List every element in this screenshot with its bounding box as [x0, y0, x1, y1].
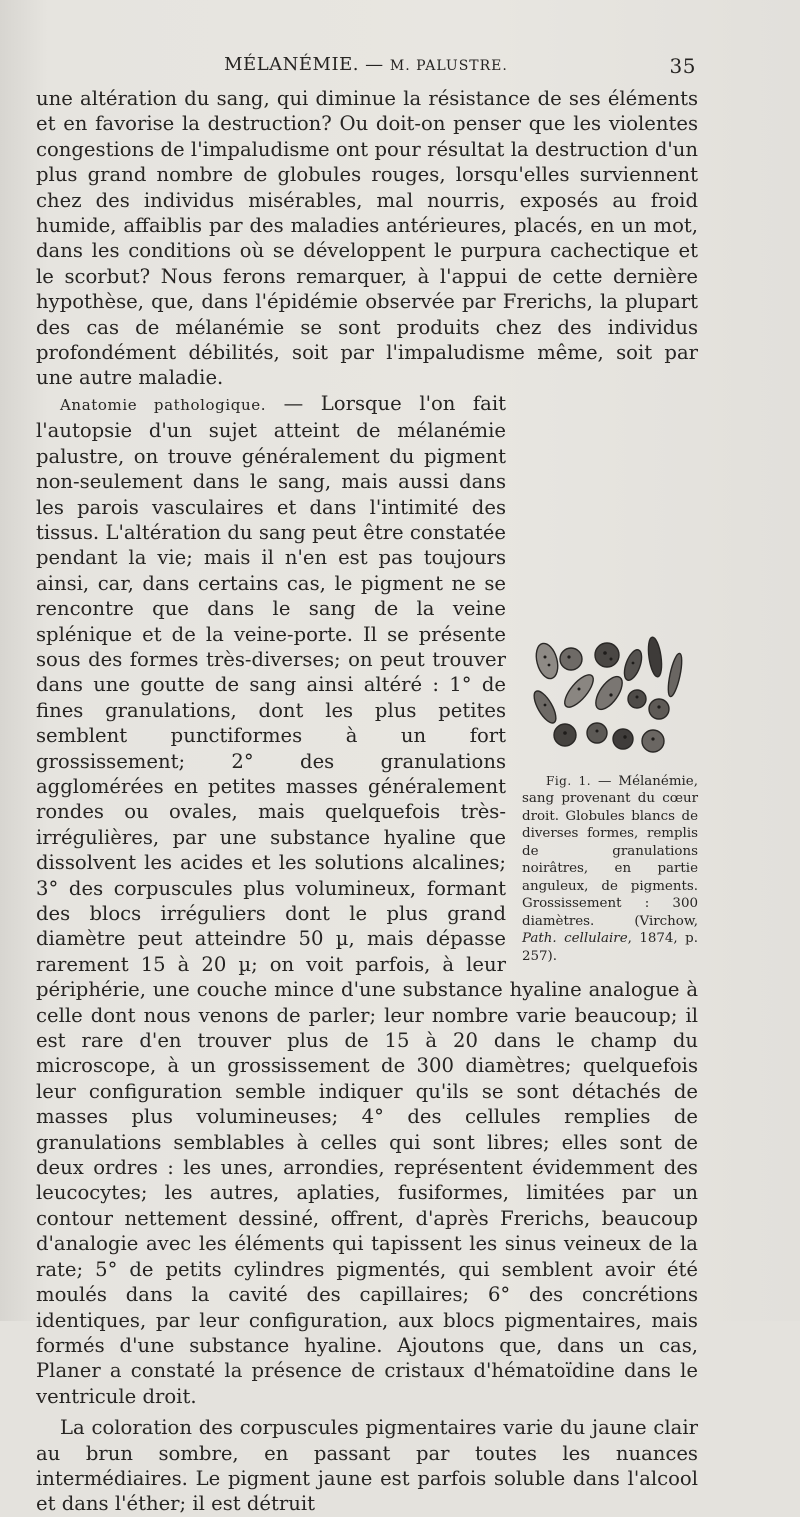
paragraph-continuation: une altération du sang, qui diminue la résistance de ses éléments et en favorise la destruction? Ou doit-on penser que les violentes congestions de l'impaludisme ont pour résultat la destruction d'un plus grand nombre de globules rouges, lorsqu'elles surviennent chez des individus misérables, mal nourris, exposés au froid humide, affaiblis par des maladies antérieures, placés, en un mot, dans les conditions où se développent le purpura cachectique et le scorbut? Nous ferons remarquer, à l'appui de cette dernière hypothèse, que, dans l'épidémie observée par Frerichs, la plupart des cas de mélanémie se sont produits chez des individus profondément débilités, soit par l'impaludisme même, soit par une autre maladie.	[36, 87, 698, 390]
figure-caption-end: , 1874, p. 257).	[522, 931, 698, 964]
running-title-separator: —	[358, 54, 390, 75]
page-number: 35	[669, 54, 696, 78]
running-title-main: MÉLANÉMIE.	[224, 54, 359, 75]
paragraph-anatomie	[36, 391, 698, 1409]
figure-caption-source: Path. cellulaire	[522, 931, 628, 947]
microscopic-blood-cells-icon	[525, 635, 695, 759]
running-title-sub: M. PALUSTRE.	[389, 58, 508, 74]
figure-caption-text: — Mélanémie, sang provenant du cœur droit. Globules blancs de diverses formes, remplis de granulations noirâtres, en partie anguleux, de pigments. Grossissement : 300 diamètres. (Virchow,	[522, 773, 698, 929]
figure-caption	[522, 773, 698, 966]
page-body	[36, 86, 698, 1517]
paragraph-coloration: La coloration des corpuscules pigmentaires varie du jaune clair au brun sombre, en passant par toutes les nuances intermédiaires. Le pigment jaune est parfois soluble dans l'alcool et dans l'éther; il est détruit	[36, 1416, 698, 1516]
figure-label: Fig. 1.	[546, 773, 592, 788]
running-title	[36, 54, 696, 75]
figure-1	[522, 635, 698, 966]
running-head	[36, 54, 696, 82]
section-heading-anatomie: Anatomie pathologique.	[60, 395, 267, 414]
paragraph-anatomie-text: — Lorsque l'on fait l'autopsie d'un sujet atteint de mélanémie palustre, on trouve généralement du pigment non-seulement dans le sang, mais aussi dans les parois vasculaires et dans l'intimité des tissus. L'altération du sang peut être constatée pendant la vie; mais il n'en est pas toujours ainsi, car, dans certains cas, le pigment ne se rencontre que dans le sang de la veine splénique et de la veine-porte. Il se présente sous des formes très-diverses; on peut trouver dans une goutte de sang ainsi altéré : 1° de fines granulations, dont les plus petites semblent punctiformes à un fort grossissement; 2° des granulations agglomérées en petites masses généralement rondes ou ovales, mais quelquefois très-irrégulières, par une substance hyaline que dissolvent les acides et les solutions alcalines; 3° des corpuscules plus volumineux, formant des blocs irréguliers dont le plus grand diamètre peut atteindre 50 µ, mais dépasse rarement 15 à 20 µ; on voit parfois, à leur périphérie, une couche mince d'une substance hyaline analogue à celle dont nous venons de parler; leur nombre varie beaucoup; il est rare d'en trouver plus de 15 à 20 dans le champ du microscope, à un grossissement de 300 diamètres; quelquefois leur configuration semble indiquer qu'ils se sont détachés de masses plus volumineuses; 4° des cellules remplies de granulations semblables à celles qui sont libres; elles sont de deux ordres : les unes, arrondies, représentent évidemment des leucocytes; les autres, aplaties, fusiformes, limitées par un contour nettement dessiné, offrent, d'après Frerichs, beaucoup d'analogie avec les éléments qui tapissent les sinus veineux de la rate; 5° de petits cylindres pigmentés, qui semblent avoir été moulés dans la cavité des capillaires; 6° des concrétions identiques, par leur configuration, aux blocs pigmentaires, mais formés d'une substance hyaline. Ajoutons que, dans un cas, Planer a constaté la présence de cristaux d'hématoïdine dans le ventricule droit.	[36, 391, 698, 1408]
